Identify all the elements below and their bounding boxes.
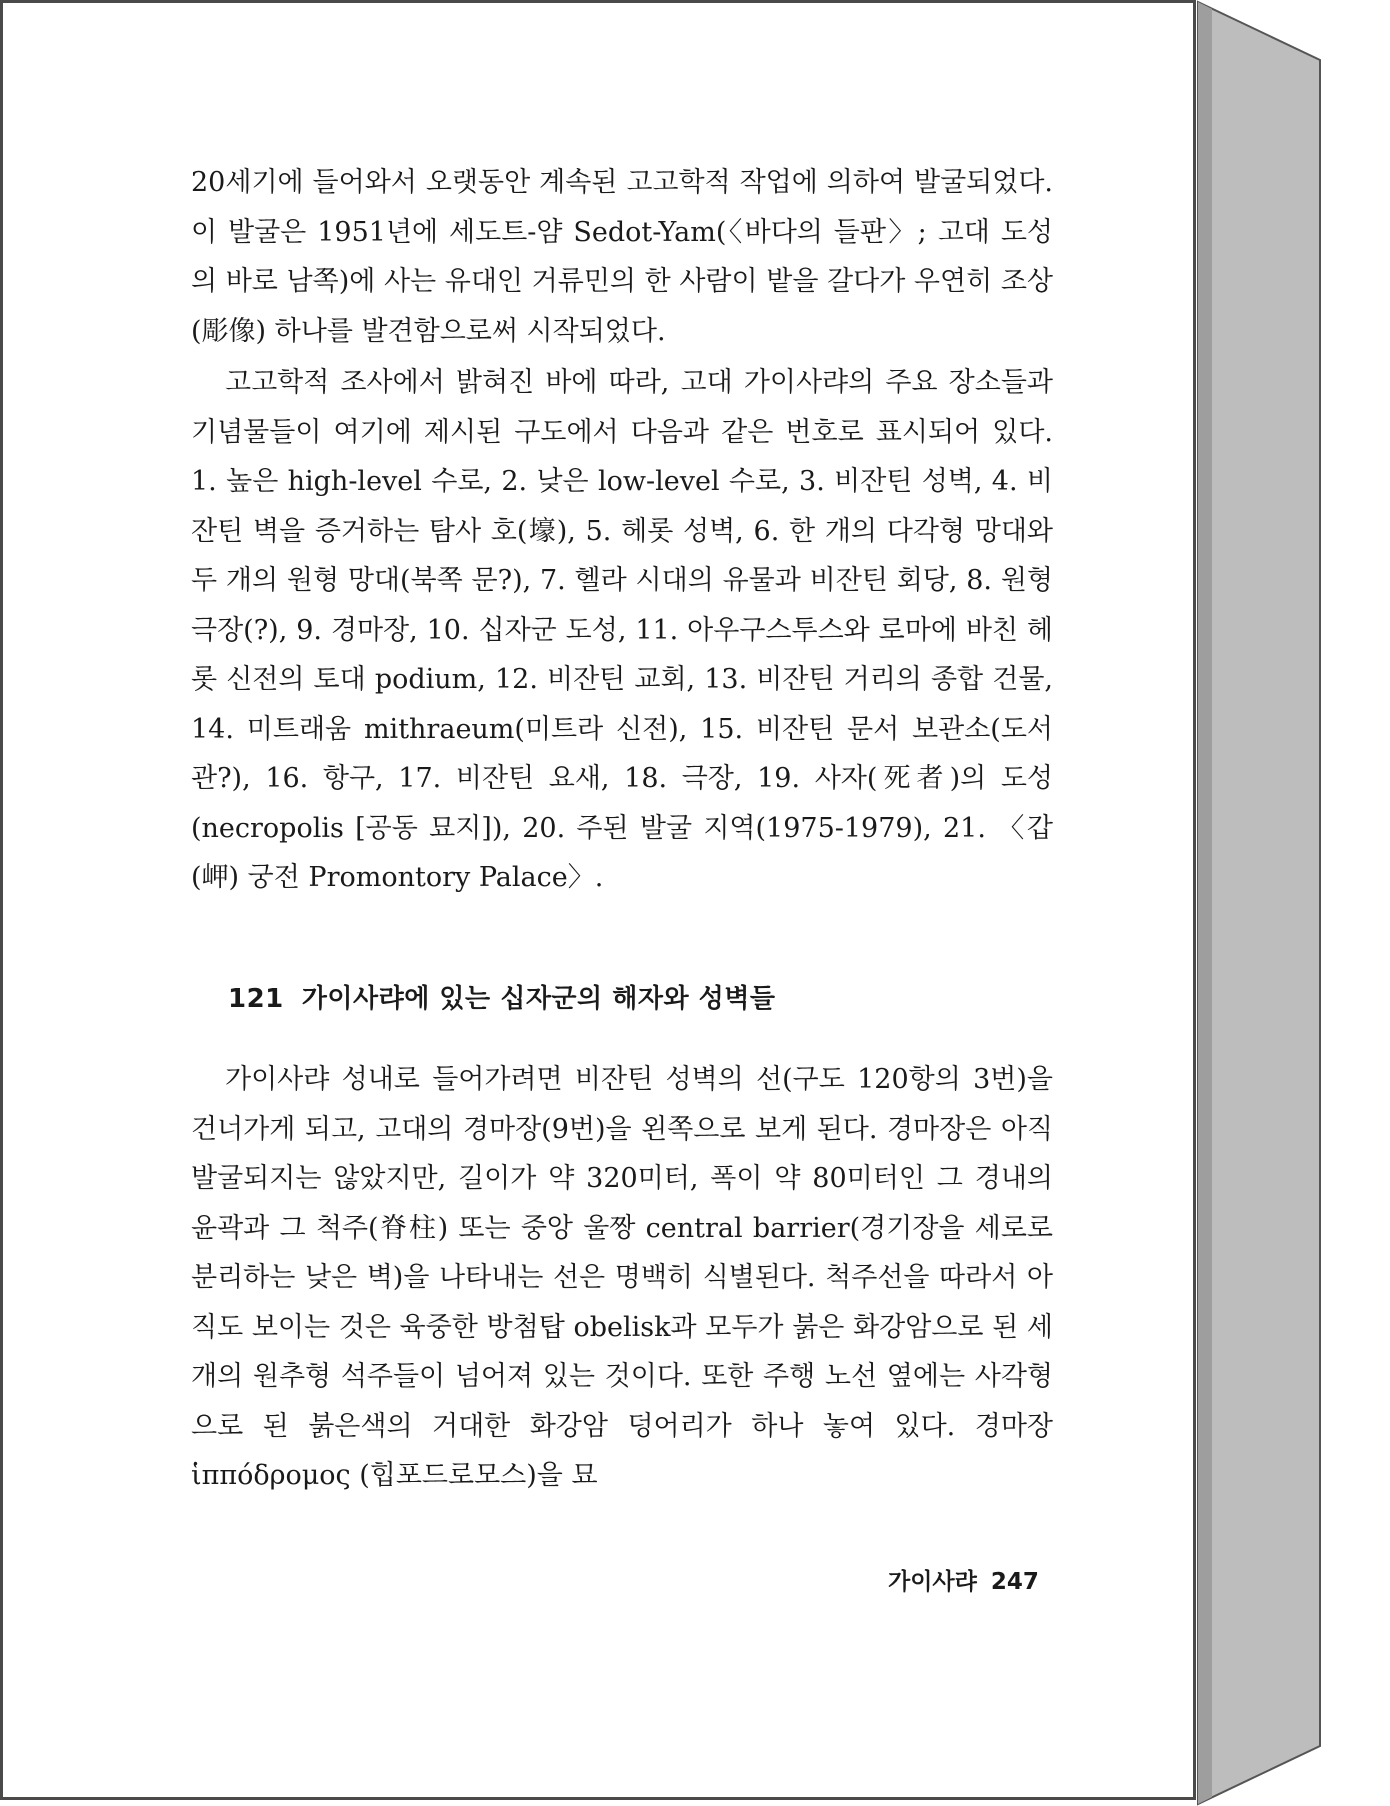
section-paragraph: 가이사랴 성내로 들어가려면 비잔틴 성벽의 선(구도 120항의 3번)을 건너가게 되고, 고대의 경마장(9번)을 왼쪽으로 보게 된다. 경마장은 아직 발굴되지는 않았지만, 길이가 약 320미터, 폭이 약 80미터인 그 경내의 윤곽과 그 척주(脊柱) 또는 중앙 울짱 central barrier(경기장을 세로로 분리하는 낮은 벽)을 나타내는 선은 명백히 식별된다. 척주선을 따라서 아직도 보이는 것은 육중한 방첨탑 obelisk과 모두가 붉은 화강암으로 된 세 개의 원추형 석주들이 넘어져 있는 것이다. 또한 주행 노선 옆에는 사각형으로 된 붉은색의 거대한 화강암 덩어리가 하나 놓여 있다. 경마장 ἱππόδρομος (힙포드로모스)을 묘 [191, 1064, 1053, 1491]
page-number: 247 [990, 1569, 1039, 1595]
running-title: 가이사랴 [888, 1569, 977, 1595]
section-title: 가이사랴에 있는 십자군의 해자와 성벽들 [301, 984, 776, 1014]
section-number: 121 [228, 984, 284, 1014]
page-edge-shadow [1190, 0, 1390, 1806]
section-heading [228, 978, 775, 1015]
paragraph-2: 고고학적 조사에서 밝혀진 바에 따라, 고대 가이사랴의 주요 장소들과 기념물들이 여기에 제시된 구도에서 다음과 같은 번호로 표시되어 있다. 1. 높은 high-level 수로, 2. 낮은 low-level 수로, 3. 비잔틴 성벽, 4. 비잔틴 벽을 증거하는 탐사 호(壕), 5. 헤롯 성벽, 6. 한 개의 다각형 망대와 두 개의 원형 망대(북쪽 문?), 7. 헬라 시대의 유물과 비잔틴 회당, 8. 원형 극장(?), 9. 경마장, 10. 십자군 도성, 11. 아우구스투스와 로마에 바친 헤롯 신전의 토대 podium, 12. 비잔틴 교회, 13. 비잔틴 거리의 종합 건물, 14. 미트래움 mithraeum(미트라 신전), 15. 비잔틴 문서 보관소(도서관?), 16. 항구, 17. 비잔틴 요새, 18. 극장, 19. 사자(死者)의 도성(necropolis [공동 묘지]), 20. 주된 발굴 지역(1975-1979), 21. 〈갑(岬) 궁전 Promontory Palace〉. [191, 367, 1053, 893]
paragraph-1: 20세기에 들어와서 오랫동안 계속된 고고학적 작업에 의하여 발굴되었다. 이 발굴은 1951년에 세도트-얌 Sedot-Yam(〈바다의 들판〉; 고대 도성의 바로 남쪽)에 사는 유대인 거류민의 한 사람이 밭을 갈다가 우연히 조상(彫像) 하나를 발견함으로써 시작되었다. [191, 167, 1053, 347]
page-footer [888, 1563, 1039, 1596]
